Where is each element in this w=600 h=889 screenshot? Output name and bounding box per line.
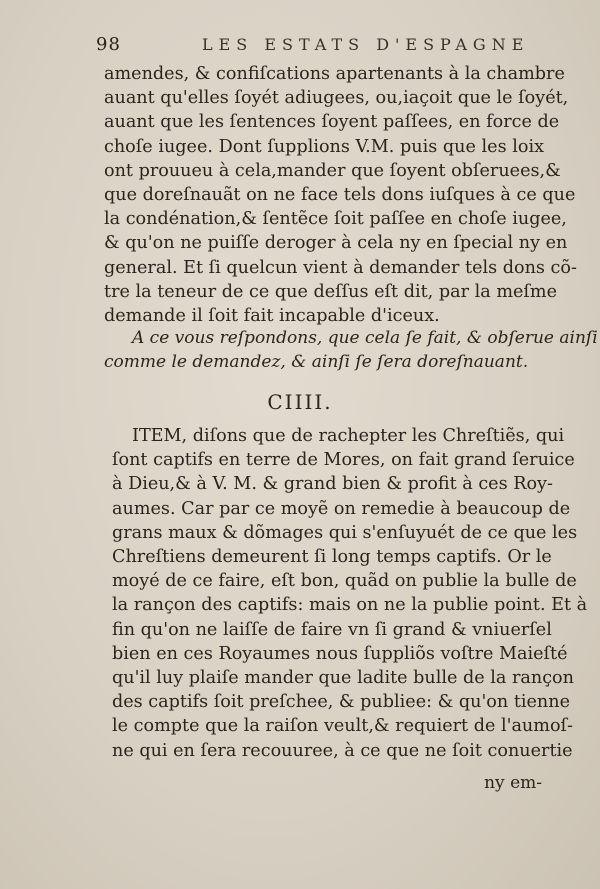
paragraph-continued bbox=[104, 62, 577, 328]
text-line: amendes, & confiſcations apartenants à la chambre bbox=[104, 64, 565, 84]
text-line: le compte que la raiſon veult,& requiert de l'aumoſ- bbox=[112, 716, 573, 737]
text-line: aumes. Car par ce moyẽ on remedie à beaucoup de bbox=[112, 498, 571, 519]
text-line: auant qu'elles ſoyét adiugees, ou,iaçoit que le ſoyét, bbox=[104, 88, 569, 109]
royal-reply bbox=[104, 326, 598, 374]
text-line: ITEM, diſons que de rachepter les Chreſtiẽs, qui bbox=[132, 426, 565, 446]
section-heading: CIIII. bbox=[267, 390, 333, 414]
text-line: à Dieu,& à V. M. & grand bien & profit à ces Roy- bbox=[112, 474, 553, 495]
text-line: moyé de ce faire, eſt bon, quãd on publie la bulle de bbox=[112, 571, 577, 592]
paragraph-item bbox=[112, 424, 588, 763]
catchword: ny em- bbox=[484, 773, 542, 793]
text-line: ne qui en ſera recouuree, à ce que ne ſoit conuertie bbox=[112, 740, 573, 761]
text-line: auant que les ſentences ſoyent paſſees, en force de bbox=[104, 112, 560, 133]
reply-line: comme le demandez, & ainſi ſe ſera doreſnauant. bbox=[104, 352, 529, 373]
text-line: fin qu'on ne laiſſe de faire vn ſi grand & vniuerſel bbox=[112, 619, 552, 640]
text-line: demande il ſoit fait incapable d'iceux. bbox=[104, 306, 440, 327]
text-line: la rançon des captifs: mais on ne la publie point. Et à bbox=[112, 595, 588, 616]
text-line: qu'il luy plaiſe mander que ladite bulle de la rançon bbox=[112, 668, 574, 689]
text-line: ſont captifs en terre de Mores, on fait grand ſeruice bbox=[112, 450, 575, 471]
text-line: Chreſtiens demeurent ſi long temps captifs. Or le bbox=[112, 547, 552, 568]
text-line: & qu'on ne puiſſe deroger à cela ny en ſpecial ny en bbox=[104, 233, 568, 254]
text-line: tre la teneur de ce que deſſus eſt dit, par la meſme bbox=[104, 281, 558, 302]
text-line: la condénation,& ſentẽce ſoit paſſee en choſe iugee, bbox=[104, 209, 567, 230]
folio-number: 98 bbox=[96, 34, 121, 55]
reply-line: A ce vous reſpondons, que cela ſe fait, & obſerue ainſi bbox=[132, 328, 598, 348]
text-line: que doreſnauãt on ne face tels dons iuſques à ce que bbox=[104, 185, 576, 206]
text-line: des captifs ſoit preſchee, & publiee: & qu'on tienne bbox=[112, 692, 571, 713]
text-line: bien en ces Royaumes nous ſuppliõs voſtre Maieſté bbox=[112, 643, 568, 664]
text-line: ont prouueu à cela,mander que ſoyent obſeruees,& bbox=[104, 160, 561, 181]
text-line: grans maux & dõmages qui s'enſuyuét de ce que les bbox=[112, 522, 578, 543]
text-line: choſe iugee. Dont ſupplions V.M. puis que les loix bbox=[104, 136, 544, 157]
text-line: general. Et ſi quelcun vient à demander tels dons cõ- bbox=[104, 257, 577, 278]
running-title: LES ESTATS D'ESPAGNE bbox=[202, 35, 530, 54]
